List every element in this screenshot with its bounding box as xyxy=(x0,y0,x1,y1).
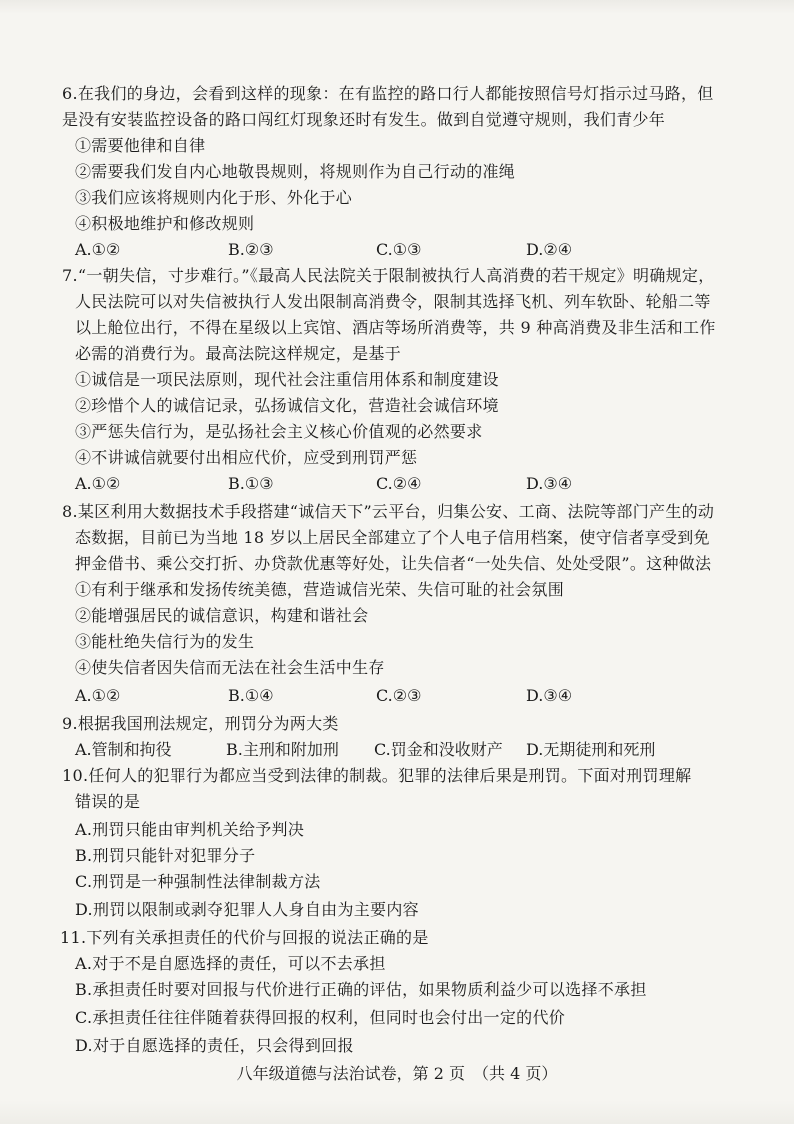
q7-stem-line-2: 人民法院可以对失信被执行人发出限制高消费令，限制其选择飞机、列车软卧、轮船二等 xyxy=(75,292,711,311)
q10-option-b: B.刑罚只能针对犯罪分子 xyxy=(75,846,256,865)
q7-stem-line-4: 必需的消费行为。最高法院这样规定，是基于 xyxy=(75,344,402,363)
q7-statement-2: ②珍惜个人的诚信记录，弘扬诚信文化，营造社会诚信环境 xyxy=(75,396,499,415)
q7-stem-line-1: 7.“一朝失信，寸步难行。”《最高人民法院关于限制被执行人高消费的若干规定》明确规定， xyxy=(62,266,715,285)
q10-option-c: C.刑罚是一种强制性法律制裁方法 xyxy=(75,872,321,891)
q9-stem: 9.根据我国刑法规定，刑罚分为两大类 xyxy=(62,714,339,733)
q7-statement-4: ④不讲诚信就要付出相应代价，应受到刑罚严惩 xyxy=(75,448,418,467)
q7-stem-line-3: 以上舱位出行，不得在星级以上宾馆、酒店等场所消费等，共 9 种高消费及非生活和工作 xyxy=(75,318,716,337)
q6-stem-line-1: 6.在我们的身边，会看到这样的现象：在有监控的路口行人都能按照信号灯指示过马路，但 xyxy=(62,84,714,103)
q10-stem-line-1: 10.任何人的犯罪行为都应当受到法律的制裁。犯罪的法律后果是刑罚。下面对刑罚理解 xyxy=(62,766,692,785)
q10-option-d: D.刑罚以限制或剥夺犯罪人人身自由为主要内容 xyxy=(75,900,419,919)
q7-statement-3: ③严惩失信行为，是弘扬社会主义核心价值观的必然要求 xyxy=(75,422,483,441)
q8-stem-line-1: 8.某区利用大数据技术手段搭建“诚信天下”云平台，归集公安、工商、法院等部门产生的动 xyxy=(62,502,715,521)
q8-option-d: D.③④ xyxy=(526,686,573,705)
q8-option-b: B.①④ xyxy=(228,686,274,705)
q8-stem-line-3: 押金借书、乘公交打折、办贷款优惠等好处，让失信者“一处失信、处处受限”。这种做法 xyxy=(75,554,712,573)
q6-option-c: C.①③ xyxy=(376,240,422,259)
q6-option-a: A.①② xyxy=(75,240,121,259)
q9-option-d: D.无期徒刑和死刑 xyxy=(526,740,656,759)
q9-option-a: A.管制和拘役 xyxy=(75,740,172,759)
q11-option-b: B.承担责任时要对回报与代价进行正确的评估，如果物质利益少可以选择不承担 xyxy=(75,980,647,999)
q6-statement-4: ④积极地维护和修改规则 xyxy=(75,214,255,233)
q10-stem-line-2: 错误的是 xyxy=(75,792,141,811)
q7-option-b: B.①③ xyxy=(228,474,274,493)
q10-option-a: A.刑罚只能由审判机关给予判决 xyxy=(75,820,305,839)
q7-option-a: A.①② xyxy=(75,474,121,493)
q8-option-a: A.①② xyxy=(75,686,121,705)
q6-option-b: B.②③ xyxy=(228,240,274,259)
page-footer: 八年级道德与法治试卷，第 2 页 （共 4 页） xyxy=(236,1064,558,1083)
q11-stem: 11.下列有关承担责任的代价与回报的说法正确的是 xyxy=(60,928,429,947)
q6-option-d: D.②④ xyxy=(526,240,573,259)
q6-statement-3: ③我们应该将规则内化于形、外化于心 xyxy=(75,188,353,207)
q11-option-c: C.承担责任往往伴随着获得回报的权利，但同时也会付出一定的代价 xyxy=(75,1008,566,1027)
q9-option-c: C.罚金和没收财产 xyxy=(374,740,503,759)
q6-statement-1: ①需要他律和自律 xyxy=(75,136,206,155)
q8-statement-1: ①有利于继承和发扬传统美德，营造诚信光荣、失信可耻的社会氛围 xyxy=(75,580,565,599)
q6-statement-2: ②需要我们发自内心地敬畏规则，将规则作为自己行动的准绳 xyxy=(75,162,516,181)
q9-option-b: B.主刑和附加刑 xyxy=(226,740,339,759)
q8-statement-4: ④使失信者因失信而无法在社会生活中生存 xyxy=(75,658,385,677)
q6-stem-line-2: 是没有安装监控设备的路口闯红灯现象还时有发生。做到自觉遵守规则，我们青少年 xyxy=(62,110,666,129)
q8-option-c: C.②③ xyxy=(376,686,422,705)
q7-statement-1: ①诚信是一项民法原则，现代社会注重信用体系和制度建设 xyxy=(75,370,499,389)
q11-option-d: D.对于自愿选择的责任，只会得到回报 xyxy=(75,1036,354,1055)
q11-option-a: A.对于不是自愿选择的责任，可以不去承担 xyxy=(75,954,386,973)
q8-statement-2: ②能增强居民的诚信意识，构建和谐社会 xyxy=(75,606,369,625)
q7-option-c: C.②④ xyxy=(376,474,422,493)
q8-stem-line-2: 态数据，目前已为当地 18 岁以上居民全部建立了个人电子信用档案，使守信者享受到免 xyxy=(75,528,710,547)
q8-statement-3: ③能杜绝失信行为的发生 xyxy=(75,632,255,651)
q7-option-d: D.③④ xyxy=(526,474,573,493)
